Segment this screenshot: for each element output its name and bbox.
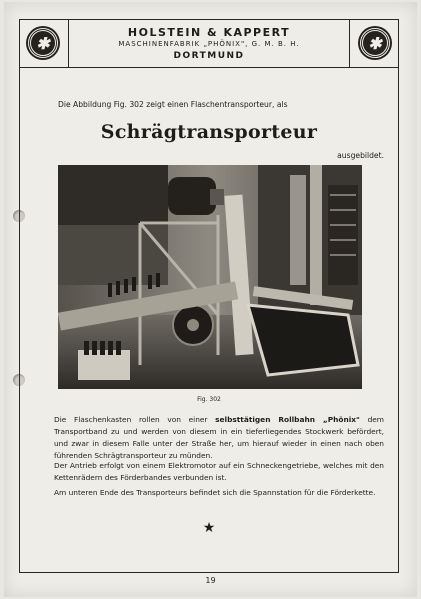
letterhead	[20, 20, 398, 68]
paragraph-1-end: dem Transportband zu und werden von diesem in ein tieferliegendes Stockwerk befördert, und zwar in diesem Falle unter der Straße her, um hierauf wieder in einen nach oben führenden Schrägtransporteur zu münden.	[54, 415, 385, 460]
paragraph-1-start: Die Flaschenkasten rollen von einer	[54, 415, 216, 424]
star-ornament-icon: ★	[202, 520, 216, 536]
hk-gear-seal-icon: ✱	[360, 28, 390, 58]
logo-box-right	[349, 20, 398, 67]
figure-photo	[58, 165, 362, 389]
page-sheet	[4, 2, 417, 597]
page-frame	[19, 19, 399, 573]
paragraph-1	[54, 414, 384, 461]
company-name: HOLSTEIN & KAPPERT	[127, 26, 291, 39]
paragraph-1-bold: selbsttätigen Rollbahn „Phönix"	[215, 415, 360, 424]
paragraph-2: Der Antrieb erfolgt von einem Elektromotor auf ein Schneckengetriebe, welches mit den Kettenrädern des Förderbandes verbunden ist.	[54, 461, 384, 482]
page-number: 19	[205, 576, 216, 585]
photo-conveyor-machinery	[58, 165, 362, 389]
intro-text: Die Abbildung Fig. 302 zeigt einen Flaschentransporteur, als	[58, 100, 288, 109]
figure-caption: Fig. 302	[197, 396, 221, 403]
paragraph-3: Am unteren Ende des Transporteurs befindet sich die Spannstation für die Förderkette.	[54, 488, 376, 497]
factory-name: MASCHINENFABRIK „PHÖNIX", G. M. B. H.	[118, 40, 300, 48]
title-suffix: ausgebildet.	[337, 151, 384, 160]
company-city: DORTMUND	[173, 51, 245, 61]
page-title: Schrägtransporteur	[100, 121, 318, 143]
hk-gear-seal-icon: ✱	[28, 28, 58, 58]
